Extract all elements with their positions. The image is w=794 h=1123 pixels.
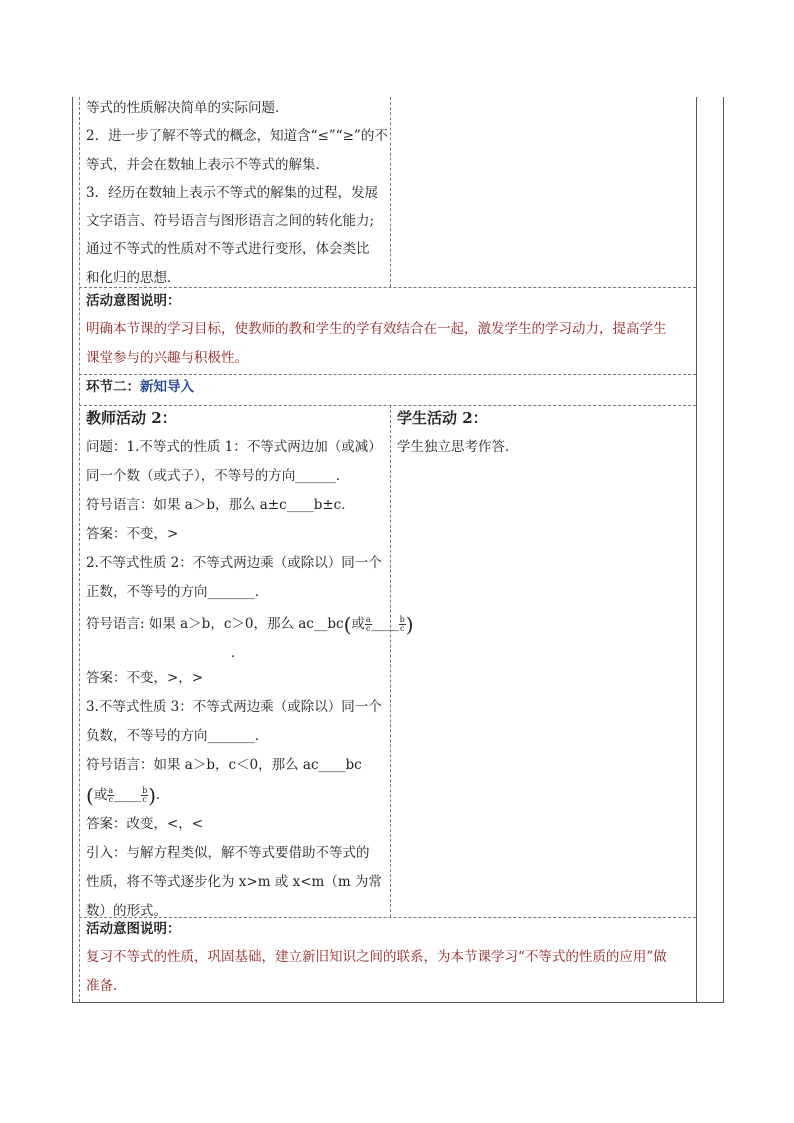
blank: ____ [114,786,142,803]
period: ． [156,786,170,803]
property-2-line: 2.不等式性质 2：不等式两边乘（或除以）同一个 [86,555,382,571]
inner-left-border [79,97,80,1002]
learning-goals [86,94,388,292]
intent-title: 活动意图说明： [86,921,181,937]
property-2-line: 正数，不等号的方向_______． [86,584,269,600]
activity-intent-1 [86,287,667,372]
property-2-answer: 答案：不变，>，> [86,669,204,686]
fraction-a-over-c: $\frac{a}{c}$ [108,785,114,804]
intent-line: 课堂参与的兴趣与积极性。 [86,349,248,366]
teacher-title: 教师活动 2： [86,409,177,427]
property-2-symbol: 符号语言: 如果 a＞b，c＞0，那么 ac__bc(或 $\frac{a}{c}$ ____ $\frac{b}{c}$ ) [86,612,414,637]
intent-line: 准备． [86,977,127,994]
or-text: 或 [351,616,365,632]
property-3-line: 3.不等式性质 3：不等式两边乘（或除以）同一个 [86,698,382,715]
dot: ． [231,644,245,661]
fraction-b-over-c: $\frac{b}{c}$ [142,785,148,804]
teacher-activity [86,404,414,926]
table-inner-border [696,97,697,1002]
blank: ____ [371,616,399,632]
goal-line: 和化归的思想． [86,269,181,286]
property-3-symbol-cont: (或 $\frac{a}{c}$ ____ $\frac{b}{c}$ )． [86,783,170,807]
column-divider-top [390,97,391,287]
section-title: 新知导入 [140,379,194,395]
section-header [86,373,194,401]
goal-line: 2．进一步了解不等式的概念，知道含“≤”“≥”的不 [86,128,388,145]
student-activity [397,404,519,462]
fraction-b-over-c: $\frac{b}{c}$ [399,615,405,633]
property-3-line: 负数，不等号的方向_______． [86,727,269,744]
intro-line: 引入：与解方程类似，解不等式要借助不等式的 [86,845,370,861]
intro-line: 性质，将不等式逐步化为 x>m 或 x<m（m 为常 [86,874,382,890]
or-text: 或 [93,786,108,803]
activity-intent-2 [86,915,667,1000]
intro-line: 数）的形式。 [86,903,167,919]
student-text: 学生独立思考作答． [397,439,519,455]
fraction-a-over-c: $\frac{a}{c}$ [365,615,371,633]
property-1-line: 同一个数（或式子），不等号的方向______． [86,468,350,484]
goal-line: 等式的性质解决简单的实际问题． [86,100,289,116]
property-3-answer: 答案：改变，<，< [86,816,204,832]
intent-line: 明确本节课的学习目标，使教师的教和学生的学有效结合在一起，激发学生的学习动力，提高学生 [86,321,667,338]
property-1-line: 问题：1.不等式的性质 1：不等式两边加（或减） [86,439,382,455]
property-1-answer: 答案：不变，> [86,526,179,542]
goal-line: 通过不等式的性质对不等式进行变形，体会类比 [86,241,370,258]
symbol-text: 符号语言: 如果 a＞b，c＞0，那么 ac__bc [86,616,344,632]
intent-line: 复习不等式的性质，巩固基础，建立新旧知识之间的联系，为本节课学习“不等式的性质的应用”做 [86,949,667,966]
goal-line: 文字语言、符号语言与图形语言之间的转化能力; [86,213,375,230]
intent-title: 活动意图说明： [86,293,181,309]
property-1-symbol: 符号语言：如果 a＞b，那么 a±c____b±c． [86,497,355,513]
property-3-symbol: 符号语言：如果 a＞b，c＜0，那么 ac____bc [86,756,362,773]
section-label: 环节二： [86,379,140,395]
goal-line: 3．经历在数轴上表示不等式的解集的过程，发展 [86,184,379,201]
goal-line: 等式，并会在数轴上表示不等式的解集． [86,156,329,173]
student-title: 学生活动 2： [397,409,488,427]
